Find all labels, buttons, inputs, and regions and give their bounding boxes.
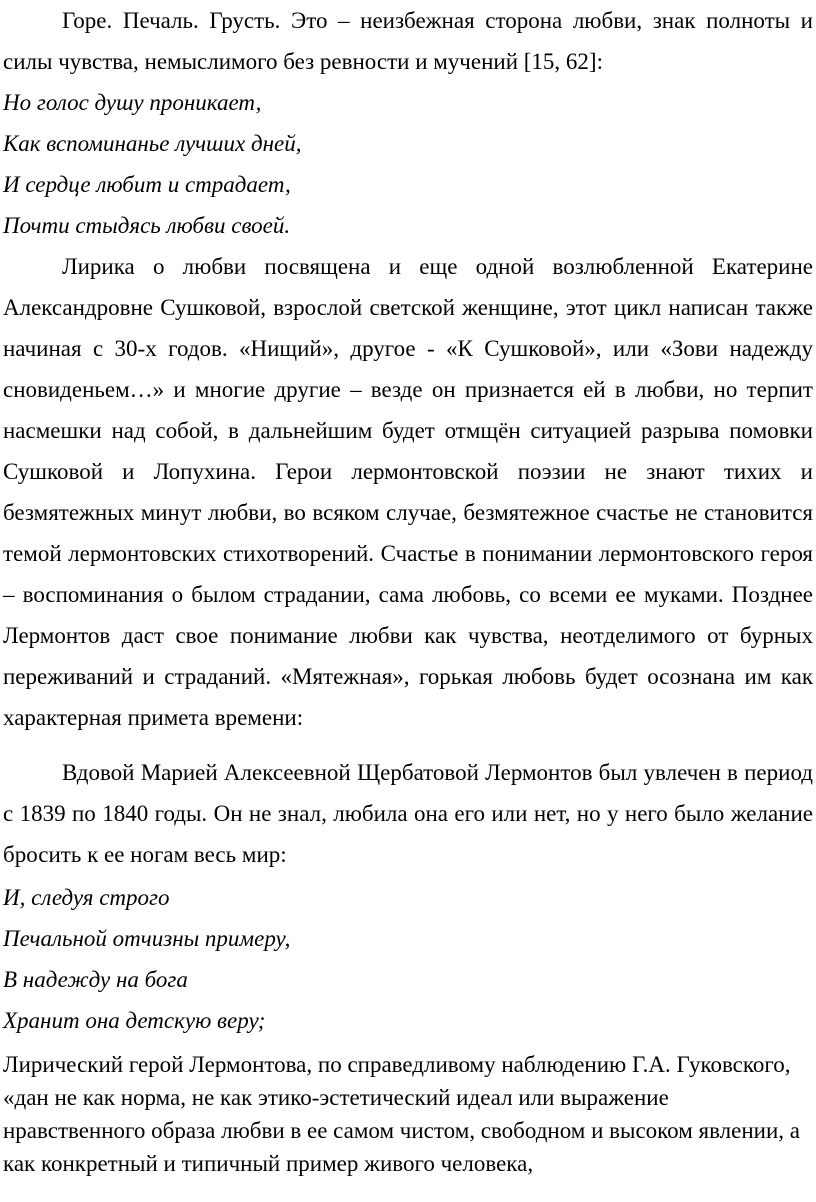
verse-line: Как вспоминанье лучших дней, bbox=[3, 131, 302, 156]
verse-line: Почти стыдясь любви своей. bbox=[3, 213, 291, 238]
verse-line: Печальной отчизны примеру, bbox=[3, 926, 291, 951]
paragraph-shcherbatova: Вдовой Марией Алексеевной Щербатовой Лермонтов был увлечен в период с 1839 по 1840 годы. Он не знал, любила она его или нет, но у него было желание бросить к ее ногам весь мир: bbox=[3, 760, 813, 867]
paragraph-grief: Горе. Печаль. Грусть. Это – неизбежная сторона любви, знак полноты и силы чувства, немыслимого без ревности и мучений [15, 62]: bbox=[3, 8, 813, 74]
verse-line: И, следуя строго bbox=[3, 885, 170, 910]
verse-line: Хранит она детскую веру; bbox=[3, 1008, 266, 1033]
paragraph-gukovsky: Лирический герой Лермонтова, по справедливому наблюдению Г.А. Гуковского, «дан не как норма, не как этико-эстетический идеал или выражение нравственного образа любви в ее самом чистом, свободном и высоком явлении, а как конкретный и типичный пример живого человека, bbox=[3, 1052, 800, 1176]
verse-block-2 bbox=[3, 877, 813, 1041]
paragraph-sushkova: Лирика о любви посвящена и еще одной возлюбленной Екатерине Александровне Сушковой, взрослой светской женщине, этот цикл написан также начиная с 30-х годов. «Нищий», другое - «К Сушковой», или «Зови надежду сновиденьем…» и многие другие – везде он признается ей в любви, но терпит насмешки над собой, в дальнейшим будет отмщён ситуацией разрыва помовки Сушковой и Лопухина. Герои лермонтовской поэзии не знают тихих и безмятежных минут любви, во всяком случае, безмятежное счастье не становится темой лермонтовских стихотворений. Счастье в понимании лермонтовского героя – воспоминания о былом страдании, сама любовь, со всеми ее муками. Позднее Лермонтов даст свое понимание любви как чувства, неотделимого от бурных переживаний и страданий. «Мятежная», горькая любовь будет осознана им как характерная примета времени: bbox=[3, 254, 813, 730]
verse-line: Но голос душу проникает, bbox=[3, 90, 262, 115]
verse-line: И сердце любит и страдает, bbox=[3, 172, 291, 197]
verse-block-1 bbox=[3, 82, 813, 246]
verse-line: В надежду на бога bbox=[3, 967, 188, 992]
